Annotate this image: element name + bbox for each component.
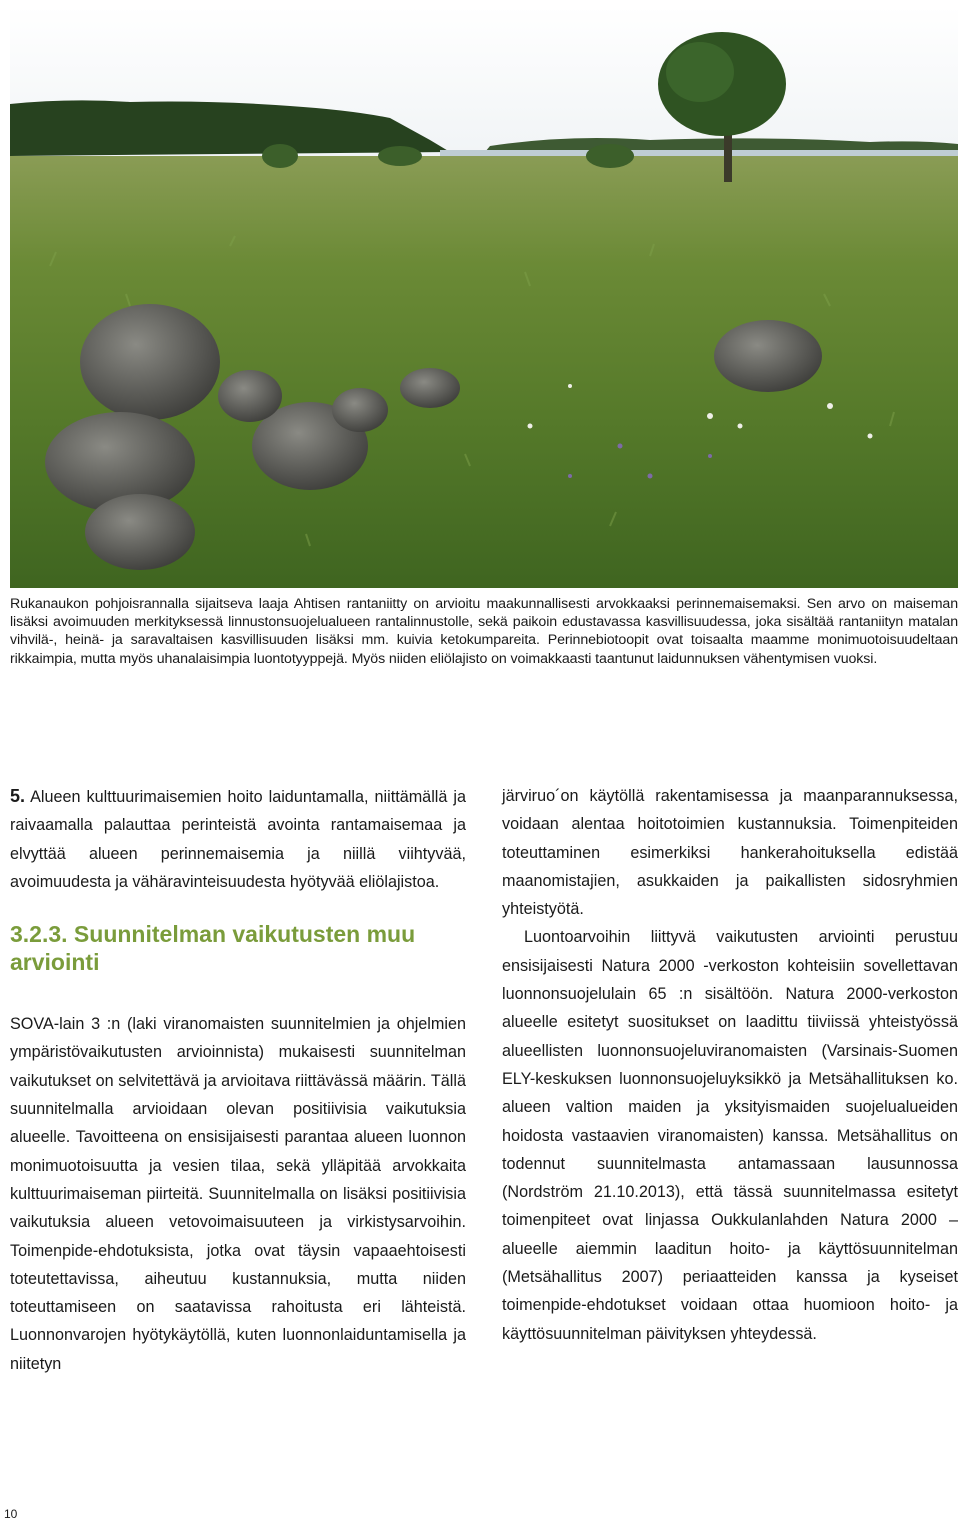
item-number: 5.	[10, 786, 26, 806]
landscape-photo	[10, 6, 958, 588]
body-paragraph-1: järviruo´on käytöllä rakentamisessa ja maanparannuksessa, voidaan alentaa hoitotoimien kustannuksia. Toimenpiteiden toteuttaminen esimerkiksi hankerahoituksella edistää maanomistajien, asukkaiden ja paikallisten sidosryhmien yhteistyötä.	[502, 787, 958, 919]
left-column	[10, 782, 466, 1378]
page-number: 10	[4, 1507, 18, 1521]
body-paragraph-2: Luontoarvoihin liittyvä vaikutusten arviointi perustuu ensisijaisesti Natura 2000 -verkoston kohteisiin sovellettavan luonnonsuojelulain 65 :n sisältöön. Natura 2000-verkoston alueelle esitetyt suositukset on laadittu tiiviissä yhteistyössä alueellisten luonnonsuojeluviranomaisten (Varsinais-Suomen ELY-keskuksen luonnonsuojeluyksikkö ja Metsähallituksen ko. alueen valtion maiden ja yksityismaiden suojelualueiden hoidosta vastaavien viranomaisten) kanssa. Metsähallitus on todennut suunnitelmasta antamassaan lausunnossa (Nordström 21.10.2013), että tässä suunnitelmassa esitetyt toimenpiteet ovat linjassa Oukkulanlahden Natura 2000 –alueelle aiemmin laaditun hoito- ja käyttösuunnitelman (Metsähallitus 2007) periaatteiden kanssa ja kyseiset toimenpide-ehdotukset voidaan ottaa huomioon hoito- ja käyttösuunnitelman päivityksen yhteydessä.	[502, 928, 958, 1343]
body-paragraph: SOVA-lain 3 :n (laki viranomaisten suunnitelmien ja ohjelmien ympäristövaikutusten arvioinnista) mukaisesti suunnitelman vaikutukset on selvitettävä ja arvioitava riittävässä määrin. Tällä suunnitelmalla arvioidaan olevan positiivisia vaikutuksia alueelle. Tavoitteena on ensisijaisesti parantaa alueen luonnon monimuotoisuutta ja vesien tilaa, sekä ylläpitää arvokkaita kulttuurimaiseman piirteitä. Suunnitelmalla on lisäksi positiivisia vaikutuksia alueen vetovoimaisuuteen ja virkistysarvoihin. Toimenpide-ehdotuksista, jotka ovat täysin vapaaehtoisesti toteutettavissa, aiheutuu kustannuksia, mutta niiden toteuttamiseen on saatavissa rahoitusta eri lähteistä. Luonnonvarojen hyötykäytöllä, kuten luonnonlaiduntamisella ja niitetyn	[10, 1015, 466, 1373]
item-text: Alueen kulttuurimaisemien hoito laiduntamalla, niittämällä ja raivaamalla palauttaa perinteistä avointa rantamaisemaa ja elvyttää alueen perinnemaisemia ja niillä viihtyvää, avoimuudesta ja vähäravinteisuudesta hyötyvää eliölajistoa.	[10, 788, 466, 891]
meadow-photo-illustration	[10, 6, 958, 588]
right-column	[502, 782, 958, 1348]
numbered-item	[10, 782, 466, 896]
photo-caption: Rukanaukon pohjoisrannalla sijaitseva laaja Ahtisen rantaniitty on arvioitu maakunnallisesti arvokkaaksi perinnemaisemaksi. Sen arvo on maiseman lisäksi avoimuuden merkityksessä linnustonsuojelualueen rantalinnustolle, sekä paikoin edustavassa kasvillisuudessa, joka sisältää rantaniityn matalan vihvilä-, heinä- ja saravaltaisen kasvillisuuden lisäksi mm. kuivia ketokumpareita. Perinnebiotoopit ovat toisaalta maamme monimuotoisuudeltaan rikkaimpia, mutta myös uhanalaisimpia luontotyyppejä. Myös niiden eliölajisto on voimakkaasti taantunut laidunnuksen vähentymisen vuoksi.	[10, 596, 958, 667]
section-heading: 3.2.3. Suunnitelman vaikutusten muu arviointi	[10, 921, 416, 976]
